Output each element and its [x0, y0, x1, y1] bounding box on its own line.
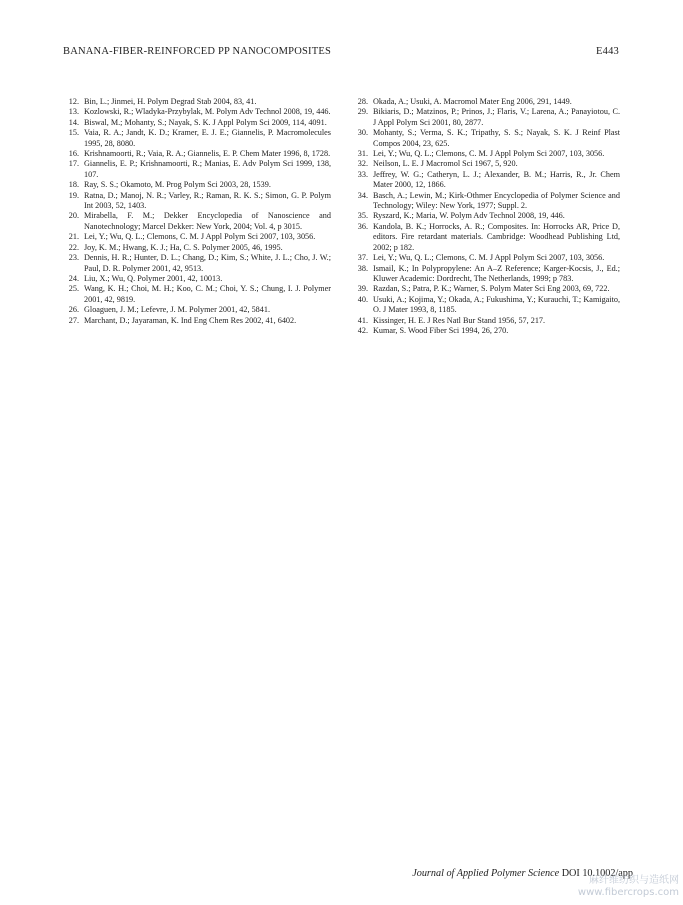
- reference-number: 13.: [68, 107, 79, 117]
- reference-number: 30.: [357, 128, 368, 138]
- reference-number: 38.: [357, 263, 368, 273]
- reference-item: [63, 305, 331, 315]
- reference-text: Biswal, M.; Mohanty, S.; Nayak, S. K. J Appl Polym Sci 2009, 114, 4091.: [84, 117, 327, 127]
- reference-number: 40.: [357, 294, 368, 304]
- reference-number: 25.: [68, 284, 79, 294]
- reference-text: Okada, A.; Usuki, A. Macromol Mater Eng 2006, 291, 1449.: [373, 97, 572, 106]
- reference-item: [352, 191, 620, 212]
- reference-number: 37.: [357, 253, 368, 263]
- reference-text: Kissinger, H. E. J Res Natl Bur Stand 1956, 57, 217.: [373, 315, 546, 325]
- reference-number: 16.: [68, 149, 79, 159]
- reference-number: 17.: [68, 159, 79, 169]
- reference-item: [352, 295, 620, 316]
- reference-item: [63, 232, 331, 242]
- reference-text: Neilson, L. E. J Macromol Sci 1967, 5, 920.: [373, 159, 518, 169]
- watermark-line-1: 麻纤维纺织与造纸网: [589, 875, 679, 886]
- reference-text: Usuki, A.; Kojima, Y.; Okada, A.; Fukushima, Y.; Kurauchi, T.; Kamigaito, O. J Mater 1993, 8, 1185.: [373, 294, 620, 315]
- reference-number: 39.: [357, 284, 368, 294]
- reference-text: Gloaguen, J. M.; Lefevre, J. M. Polymer 2001, 42, 5841.: [84, 305, 271, 315]
- reference-text: Marchant, D.; Jayaraman, K. Ind Eng Chem Res 2002, 41, 6402.: [84, 315, 297, 325]
- reference-item: [63, 191, 331, 212]
- reference-number: 14.: [68, 117, 79, 127]
- reference-item: [63, 211, 331, 232]
- reference-item: [352, 316, 620, 326]
- page-number: E443: [596, 46, 619, 57]
- reference-number: 27.: [68, 315, 79, 325]
- reference-item: [63, 253, 331, 274]
- reference-item: [63, 149, 331, 159]
- watermark: [578, 875, 679, 899]
- reference-item: [63, 107, 331, 117]
- reference-item: [63, 159, 331, 180]
- reference-text: Liu, X.; Wu, Q. Polymer 2001, 42, 10013.: [84, 273, 223, 283]
- reference-text: Krishnamoorti, R.; Vaia, R. A.; Giannelis, E. P. Chem Mater 1996, 8, 1728.: [84, 149, 331, 159]
- reference-item: [352, 211, 620, 221]
- reference-number: 15.: [68, 128, 79, 138]
- reference-number: 29.: [357, 107, 368, 117]
- reference-number: 36.: [357, 221, 368, 231]
- reference-item: [63, 274, 331, 284]
- reference-number: 35.: [357, 211, 368, 221]
- reference-item: [352, 222, 620, 253]
- reference-item: [63, 97, 331, 107]
- reference-item: [352, 128, 620, 149]
- reference-number: 41.: [357, 315, 368, 325]
- reference-item: [63, 316, 331, 326]
- reference-text: Wang, K. H.; Choi, M. H.; Koo, C. M.; Choi, Y. S.; Chung, I. J. Polymer 2001, 42, 9819.: [84, 284, 331, 304]
- reference-number: 12.: [68, 97, 79, 106]
- reference-text: Jeffrey, W. G.; Catheryn, L. J.; Alexander, B. M.; Harris, R., Jr. Chem Mater 2000, 12, 1866.: [373, 169, 620, 190]
- reference-number: 21.: [68, 232, 79, 242]
- watermark-line-2: www.fibercrops.com: [577, 887, 679, 898]
- reference-number: 20.: [68, 211, 79, 221]
- reference-number: 34.: [357, 190, 368, 200]
- reference-text: Bin, L.; Jinmei, H. Polym Degrad Stab 2004, 83, 41.: [84, 97, 257, 106]
- reference-text: Kandola, B. K.; Horrocks, A. R.; Composites. In: Horrocks AR, Price D, editors. Fire retardant materials. Cambridge: Woodhead Publishing Ltd, 2002; p 182.: [373, 221, 620, 252]
- reference-number: 31.: [357, 149, 368, 159]
- reference-text: Kumar, S. Wood Fiber Sci 1994, 26, 270.: [373, 325, 509, 335]
- running-title: BANANA-FIBER-REINFORCED PP NANOCOMPOSITES: [63, 46, 332, 57]
- reference-text: Vaia, R. A.; Jandt, K. D.; Kramer, E. J. E.; Giannelis, P. Macromolecules 1995, 28, 8080.: [84, 128, 331, 148]
- reference-number: 26.: [68, 305, 79, 315]
- reference-text: Bikiaris, D.; Matzinos, P.; Prinos, J.; Flaris, V.; Larena, A.; Panayiotou, C. J Appl Polym Sci 2001, 80, 2877.: [373, 107, 620, 127]
- reference-number: 28.: [357, 97, 368, 106]
- reference-text: Giannelis, E. P.; Krishnamoorti, R.; Manias, E. Adv Polym Sci 1999, 138, 107.: [84, 159, 331, 179]
- reference-text: Lei, Y.; Wu, Q. L.; Clemons, C. M. J Appl Polym Sci 2007, 103, 3056.: [373, 149, 605, 159]
- reference-item: [63, 128, 331, 149]
- reference-item: [352, 253, 620, 263]
- reference-text: Ratna, D.; Manoj, N. R.; Varley, R.; Raman, R. K. S.; Simon, G. P. Polym Int 2003, 52, 1403.: [84, 190, 331, 211]
- reference-item: [352, 159, 620, 169]
- reference-text: Ryszard, K.; Maria, W. Polym Adv Technol 2008, 19, 446.: [373, 211, 565, 221]
- reference-item: [63, 180, 331, 190]
- reference-item: [352, 149, 620, 159]
- reference-number: 32.: [357, 159, 368, 169]
- reference-text: Lei, Y.; Wu, Q. L.; Clemons, C. M. J Appl Polym Sci 2007, 103, 3056.: [84, 232, 316, 242]
- reference-text: Mirabella, F. M.; Dekker Encyclopedia of Nanoscience and Nanotechnology; Marcel Dekker: New York, 2004; Vol. 4, p 3015.: [84, 211, 331, 231]
- reference-text: Lei, Y.; Wu, Q. L.; Clemons, C. M. J Appl Polym Sci 2007, 103, 3056.: [373, 253, 605, 263]
- reference-number: 33.: [357, 169, 368, 179]
- reference-text: Ray, S. S.; Okamoto, M. Prog Polym Sci 2003, 28, 1539.: [84, 180, 271, 190]
- journal-name: Journal of Applied Polymer Science: [412, 868, 560, 879]
- reference-item: [352, 326, 620, 336]
- reference-number: 23.: [68, 253, 79, 263]
- reference-text: Ismail, K.; In Polypropylene: An A–Z Reference; Karger-Kocsis, J., Ed.; Kluwer Academic: Dordrecht, The Netherlands, 1999; p 783.: [373, 263, 620, 283]
- reference-text: Dennis, H. R.; Hunter, D. L.; Chang, D.; Kim, S.; White, J. L.; Cho, J. W.; Paul, D. R. Polymer 2001, 42, 9513.: [84, 253, 331, 273]
- reference-item: [352, 170, 620, 191]
- reference-item: [352, 97, 620, 107]
- reference-number: 24.: [68, 273, 79, 283]
- reference-text: Mohanty, S.; Verma, S. K.; Tripathy, S. S.; Nayak, S. K. J Reinf Plast Compos 2004, 23, 625.: [373, 128, 620, 148]
- reference-number: 22.: [68, 242, 79, 252]
- reference-item: [352, 284, 620, 294]
- reference-item: [63, 118, 331, 128]
- reference-text: Joy, K. M.; Hwang, K. J.; Ha, C. S. Polymer 2005, 46, 1995.: [84, 242, 283, 252]
- references-left-column: [63, 97, 331, 326]
- reference-item: [63, 243, 331, 253]
- reference-text: Basch, A.; Lewin, M.; Kirk-Othmer Encyclopedia of Polymer Science and Technology; Wiley: New York, 1977; Suppl. 2.: [373, 190, 620, 211]
- reference-text: Kozlowski, R.; Wladyka-Przybylak, M. Polym Adv Technol 2008, 19, 446.: [84, 107, 331, 117]
- reference-number: 18.: [68, 180, 79, 190]
- reference-text: Razdan, S.; Patra, P. K.; Warner, S. Polym Mater Sci Eng 2003, 69, 722.: [373, 284, 610, 294]
- reference-item: [352, 264, 620, 285]
- reference-number: 42.: [357, 325, 368, 335]
- references-right-column: [352, 97, 620, 336]
- reference-item: [63, 284, 331, 305]
- reference-number: 19.: [68, 190, 79, 200]
- reference-item: [352, 107, 620, 128]
- doi: DOI 10.1002/app: [561, 868, 633, 879]
